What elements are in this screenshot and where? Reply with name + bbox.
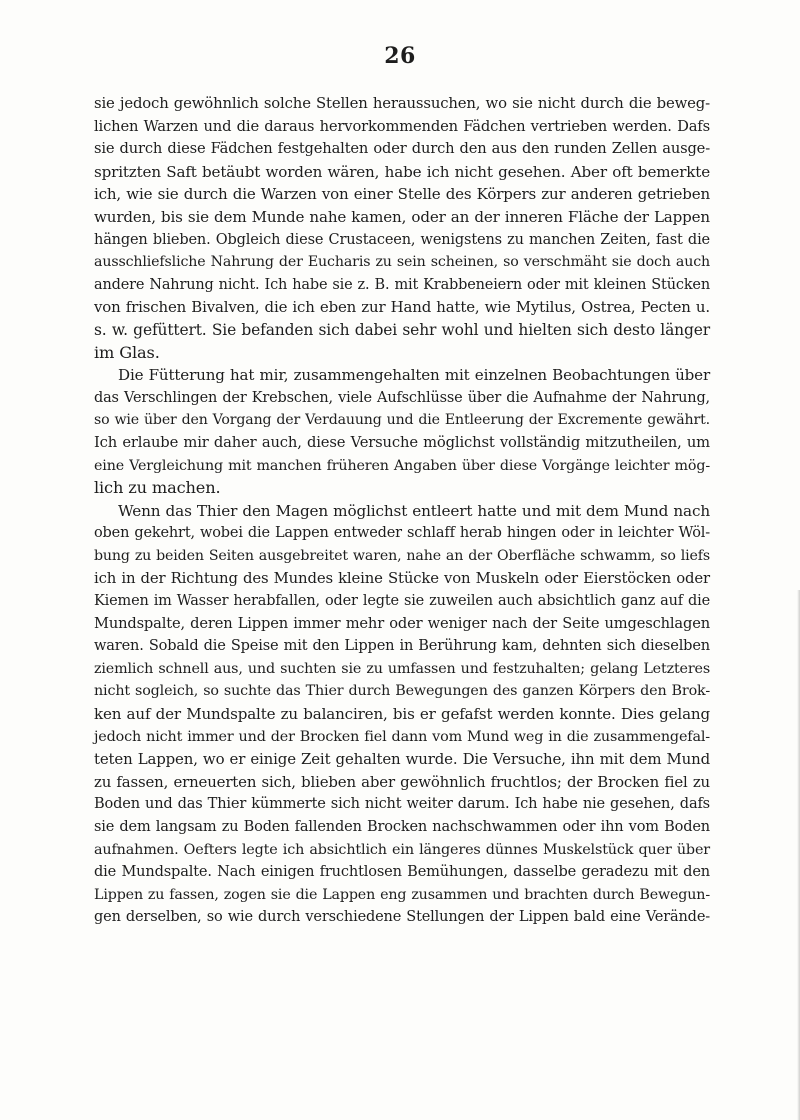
text-line: so wie über den Vorgang der Verdauung und die Entleerung der Excremente gewährt.: [94, 412, 710, 429]
text-line: sie durch diese Fädchen festgehalten oder durch den aus den runden Zellen ausge-: [94, 140, 710, 158]
text-line: s. w. gefüttert. Sie befanden sich dabei sehr wohl und hielten sich desto länger: [94, 320, 710, 339]
text-line: Wenn das Thier den Magen möglichst entleert hatte und mit dem Mund nach: [118, 501, 710, 520]
text-line: zu fassen, erneuerten sich, blieben aber gewöhnlich fruchtlos; der Brocken fiel zu: [94, 772, 710, 791]
text-line: das Verschlingen der Krebschen, viele Aufschlüsse über die Aufnahme der Nahrung,: [94, 389, 710, 406]
text-line: ich, wie sie durch die Warzen von einer Stelle des Körpers zur anderen getrieben: [94, 185, 710, 204]
text-line: Mundspalte, deren Lippen immer mehr oder weniger nach der Seite umgeschlagen: [94, 614, 710, 632]
text-line: oben gekehrt, wobei die Lappen entweder schlaff herab hingen oder in leichter Wöl-: [94, 525, 710, 542]
text-line: bung zu beiden Seiten ausgebreitet waren, nahe an der Oberfläche schwamm, so liefs: [94, 547, 710, 564]
text-line: ziemlich schnell aus, und suchten sie zu umfassen und festzuhalten; gelang Letzteres: [94, 660, 710, 677]
text-line: die Mundspalte. Nach einigen fruchtlosen Bemühungen, dasselbe geradezu mit den: [94, 864, 710, 881]
text-line: gen derselben, so wie durch verschiedene Stellungen der Lippen bald eine Verände-: [94, 909, 710, 926]
text-line: lichen Warzen und die daraus hervorkommenden Fädchen vertrieben werden. Dafs: [94, 117, 710, 135]
text-line: Lippen zu fassen, zogen sie die Lappen eng zusammen und brachten durch Bewegun-: [94, 886, 710, 903]
text-line: aufnahmen. Oefters legte ich absichtlich ein längeres dünnes Muskelstück quer über: [94, 841, 710, 858]
text-line: eine Vergleichung mit manchen früheren Angaben über diese Vorgänge leichter mög-: [94, 457, 710, 474]
text-line: nicht sogleich, so suchte das Thier durch Bewegungen des ganzen Körpers den Brok-: [94, 683, 710, 700]
text-line: Ich erlaube mir daher auch, diese Versuche möglichst vollständig mitzutheilen, um: [94, 433, 710, 451]
text-line: andere Nahrung nicht. Ich habe sie z. B. mit Krabbeneiern oder mit kleinen Stücken: [94, 276, 710, 293]
text-line: ausschliefsliche Nahrung der Eucharis zu sein scheinen, so verschmäht sie doch auch: [94, 254, 710, 271]
text-line: teten Lappen, wo er einige Zeit gehalten wurde. Die Versuche, ihn mit dem Mund: [94, 750, 710, 769]
page-number: 26: [384, 43, 416, 69]
text-line: spritzten Saft betäubt worden wären, habe ich nicht gesehen. Aber oft bemerkte: [94, 162, 710, 181]
text-line: im Glas.: [94, 342, 160, 362]
text-line: Kiemen im Wasser herabfallen, oder legte sie zuweilen auch absichtlich ganz auf die: [94, 593, 710, 610]
body-text: [94, 93, 710, 929]
text-line: Boden und das Thier kümmerte sich nicht weiter darum. Ich habe nie gesehen, dafs: [94, 796, 710, 813]
text-line: ich in der Richtung des Mundes kleine Stücke von Muskeln oder Eierstöcken oder: [94, 569, 710, 588]
text-line: wurden, bis sie dem Munde nahe kamen, oder an der inneren Fläche der Lappen: [94, 207, 710, 226]
text-line: waren. Sobald die Speise mit den Lippen in Berührung kam, dehnten sich dieselben: [94, 638, 710, 655]
text-line: sie jedoch gewöhnlich solche Stellen heraussuchen, wo sie nicht durch die beweg-: [94, 95, 710, 112]
text-line: jedoch nicht immer und der Brocken fiel dann vom Mund weg in die zusammengefal-: [94, 728, 710, 745]
text-line: lich zu machen.: [94, 478, 221, 498]
text-line: von frischen Bivalven, die ich eben zur Hand hatte, wie Mytilus, Ostrea, Pecten u.: [94, 298, 710, 317]
text-line: Die Fütterung hat mir, zusammengehalten mit einzelnen Beobachtungen über: [118, 366, 710, 385]
text-line: ken auf der Mundspalte zu balanciren, bis er gefafst werden konnte. Dies gelang: [94, 705, 710, 724]
text-line: hängen blieben. Obgleich diese Crustaceen, wenigstens zu manchen Zeiten, fast die: [94, 231, 710, 248]
text-line: sie dem langsam zu Boden fallenden Brocken nachschwammen oder ihn vom Boden: [94, 819, 710, 835]
